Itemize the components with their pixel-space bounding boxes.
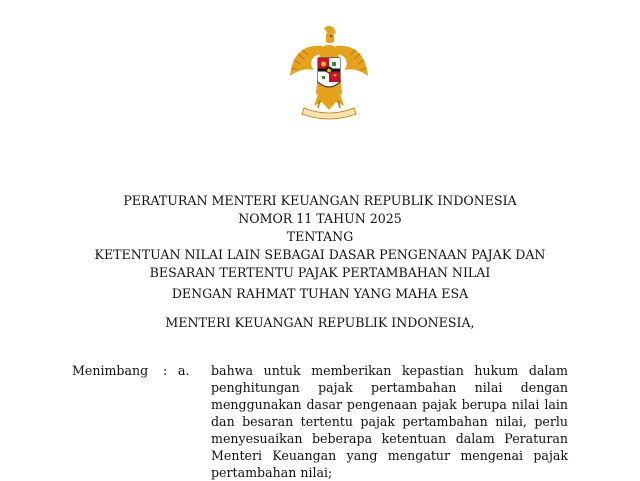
menimbang-label: Menimbang (72, 363, 149, 378)
regulation-subject-line-1: KETENTUAN NILAI LAIN SEBAGAI DASAR PENGENAAN PAJAK DAN (94, 247, 546, 262)
menimbang-line: menggunakan dasar pengenaan pajak berupa nilai lain (211, 397, 568, 412)
menimbang-item-letter: a. (178, 363, 190, 378)
issuer: MENTERI KEUANGAN REPUBLIK INDONESIA, (165, 315, 475, 330)
menimbang-line: penghitungan pajak pertambahan nilai dengan (211, 380, 568, 395)
invocation: DENGAN RAHMAT TUHAN YANG MAHA ESA (171, 286, 469, 301)
regulation-about: TENTANG (286, 229, 354, 244)
garuda-emblem-icon (284, 24, 374, 124)
menimbang-line: bahwa untuk memberikan kepastian hukum dalam (211, 363, 568, 378)
regulation-title: PERATURAN MENTERI KEUANGAN REPUBLIK INDONESIA (123, 193, 517, 208)
menimbang-line: pertambahan nilai; (211, 465, 333, 480)
menimbang-colon: : (163, 363, 168, 378)
menimbang-line: dan besaran tertentu pajak pertambahan nilai, perlu (211, 414, 568, 429)
menimbang-line: Menteri Keuangan yang mengatur mengenai pajak (211, 448, 568, 463)
menimbang-line: menyesuaikan beberapa ketentuan dalam Peraturan (211, 431, 568, 446)
regulation-subject-line-2: BESARAN TERTENTU PAJAK PERTAMBAHAN NILAI (149, 265, 491, 280)
regulation-number: NOMOR 11 TAHUN 2025 (238, 211, 402, 226)
